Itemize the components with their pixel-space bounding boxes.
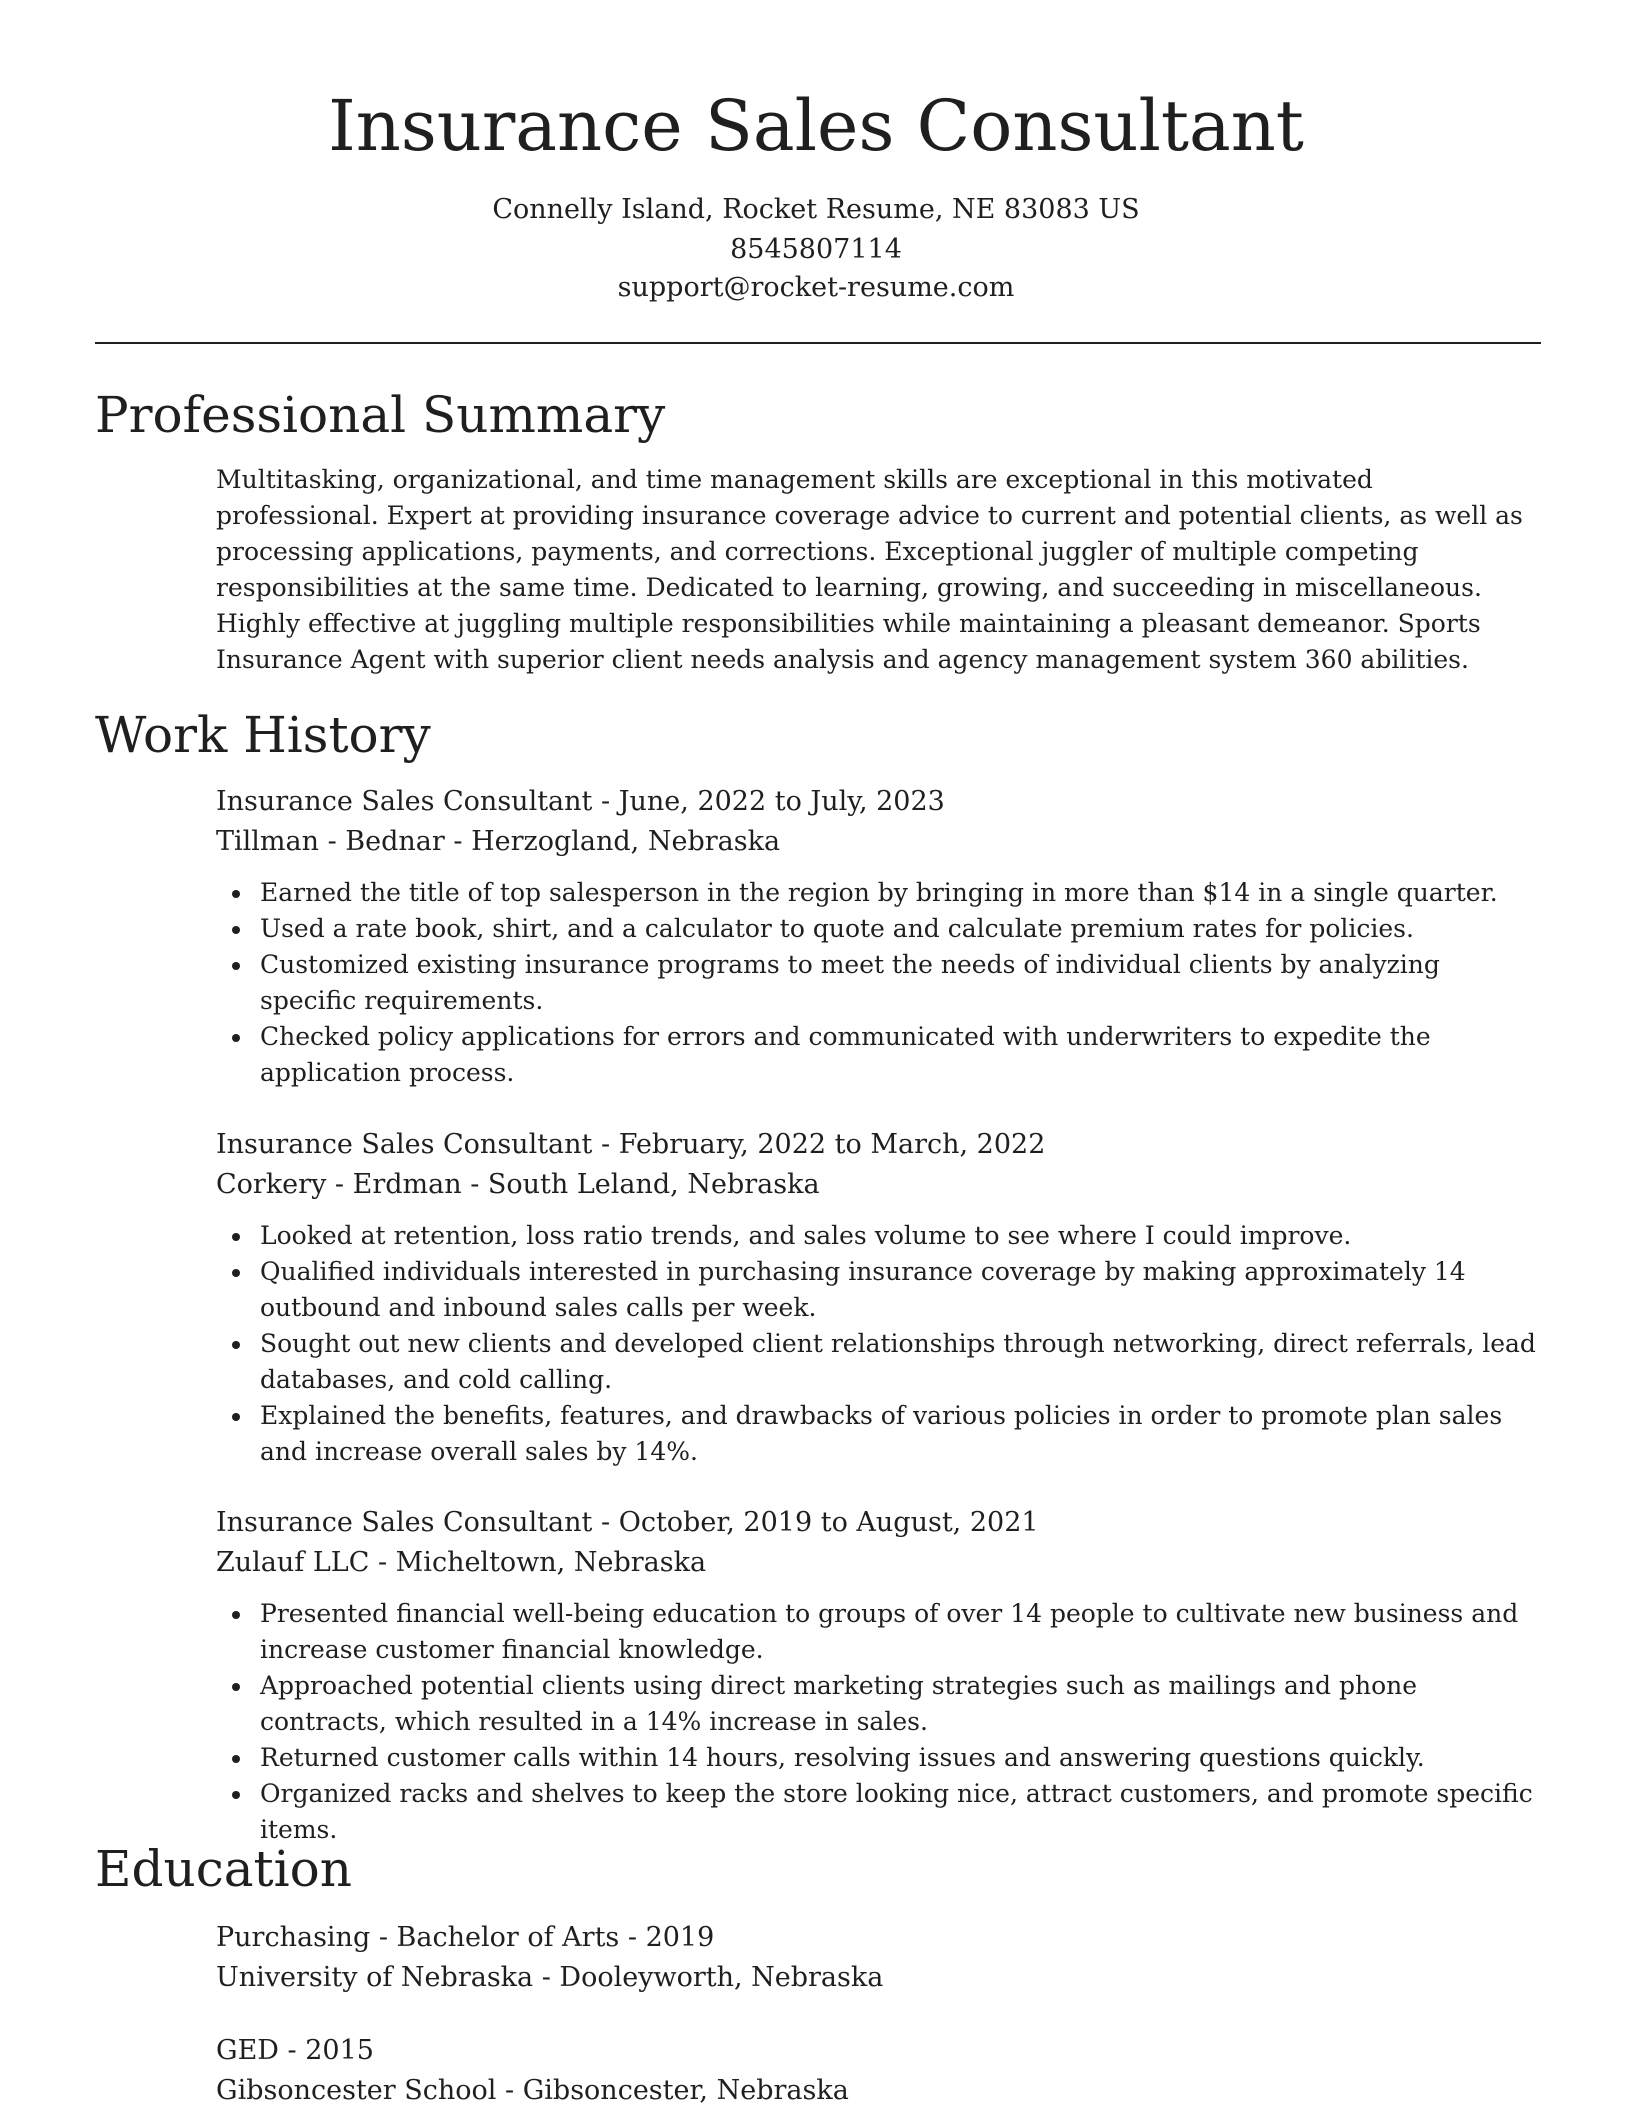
bullet-item: Presented financial well-being education to groups of over 14 people to cultivate new business and increase customer financial knowledge. xyxy=(216,1596,1541,1668)
job-dates: - June, 2022 to July, 2023 xyxy=(592,786,945,817)
job-bullets xyxy=(216,1596,1541,1848)
bullet-item: Earned the title of top salesperson in the region by bringing in more than $14 in a single quarter. xyxy=(216,875,1541,911)
job-role: Insurance Sales Consultant xyxy=(216,786,593,817)
bullet-item: Looked at retention, loss ratio trends, and sales volume to see where I could improve. xyxy=(216,1218,1541,1254)
bullet-item: Customized existing insurance programs to meet the needs of individual clients by analyzing specific requirements. xyxy=(216,947,1541,1019)
school-location: - Gibsoncester, Nebraska xyxy=(496,2075,849,2106)
degree: GED xyxy=(216,2035,279,2066)
education-entry xyxy=(216,2031,1541,2111)
education-heading: Education xyxy=(95,1840,352,1898)
bullet-item: Approached potential clients using direct marketing strategies such as mailings and phone contracts, which resulted in a 14% increase in sales. xyxy=(216,1668,1541,1740)
job-bullets xyxy=(216,875,1541,1091)
bullet-item: Sought out new clients and developed client relationships through networking, direct referrals, lead databases, and cold calling. xyxy=(216,1326,1541,1398)
contact-phone: 8545807114 xyxy=(730,234,902,265)
summary-block xyxy=(216,462,1541,678)
school-line xyxy=(216,2071,1541,2111)
degree: Purchasing - Bachelor of Arts xyxy=(216,1922,620,1953)
job-company: Zulauf LLC xyxy=(216,1547,370,1578)
contact-email: support@rocket-resume.com xyxy=(617,272,1015,303)
resume-name: Insurance Sales Consultant xyxy=(328,85,1304,167)
job-location: - South Leland, Nebraska xyxy=(461,1169,820,1200)
job-role: Insurance Sales Consultant xyxy=(216,1507,593,1538)
bullet-item: Organized racks and shelves to keep the store looking nice, attract customers, and promote specific items. xyxy=(216,1776,1541,1848)
school: University of Nebraska xyxy=(216,1962,534,1993)
job-dates: - October, 2019 to August, 2021 xyxy=(592,1507,1039,1538)
job-company-line xyxy=(216,1543,1541,1583)
bullet-item: Returned customer calls within 14 hours, resolving issues and answering questions quickly. xyxy=(216,1740,1541,1776)
school: Gibsoncester School xyxy=(216,2075,497,2106)
job-role: Insurance Sales Consultant xyxy=(216,1129,593,1160)
summary-heading: Professional Summary xyxy=(95,386,666,444)
job-location: - Micheltown, Nebraska xyxy=(369,1547,707,1578)
job-title-line xyxy=(216,1503,1541,1543)
degree-year: - 2019 xyxy=(619,1922,715,1953)
degree-line xyxy=(216,1918,1541,1958)
job-entry xyxy=(216,1125,1541,1470)
job-bullets xyxy=(216,1218,1541,1470)
job-entry xyxy=(216,782,1541,1091)
degree-line xyxy=(216,2031,1541,2071)
job-company: Tillman - Bednar xyxy=(216,826,445,857)
job-title-line xyxy=(216,782,1541,822)
contact-address: Connelly Island, Rocket Resume, NE 83083 US xyxy=(492,194,1140,225)
school-line xyxy=(216,1958,1541,1998)
header-divider xyxy=(95,342,1541,344)
job-entry xyxy=(216,1503,1541,1848)
job-company-line xyxy=(216,822,1541,862)
bullet-item: Used a rate book, shirt, and a calculator to quote and calculate premium rates for policies. xyxy=(216,911,1541,947)
school-location: - Dooleyworth, Nebraska xyxy=(533,1962,884,1993)
education-entry xyxy=(216,1918,1541,1998)
bullet-item: Checked policy applications for errors and communicated with underwriters to expedite the application process. xyxy=(216,1019,1541,1091)
job-dates: - February, 2022 to March, 2022 xyxy=(592,1129,1046,1160)
job-company-line xyxy=(216,1165,1541,1205)
work-history-heading: Work History xyxy=(95,706,431,764)
bullet-item: Explained the benefits, features, and drawbacks of various policies in order to promote plan sales and increase overall sales by 14%. xyxy=(216,1398,1541,1470)
degree-year: - 2015 xyxy=(278,2035,374,2066)
bullet-item: Qualified individuals interested in purchasing insurance coverage by making approximately 14 outbound and inbound sales calls per week. xyxy=(216,1254,1541,1326)
job-company: Corkery - Erdman xyxy=(216,1169,462,1200)
job-title-line xyxy=(216,1125,1541,1165)
summary-text: Multitasking, organizational, and time management skills are exceptional in this motivated professional. Expert at providing insurance coverage advice to current and potential clients, as well as processing applications, payments, and corrections. Exceptional juggler of multiple competing responsibilities at the same time. Dedicated to learning, growing, and succeeding in miscellaneous. Highly effective at juggling multiple responsibilities while maintaining a pleasant demeanor. Sports Insurance Agent with superior client needs analysis and agency management system 360 abilities. xyxy=(216,465,1523,674)
job-location: - Herzogland, Nebraska xyxy=(444,826,781,857)
